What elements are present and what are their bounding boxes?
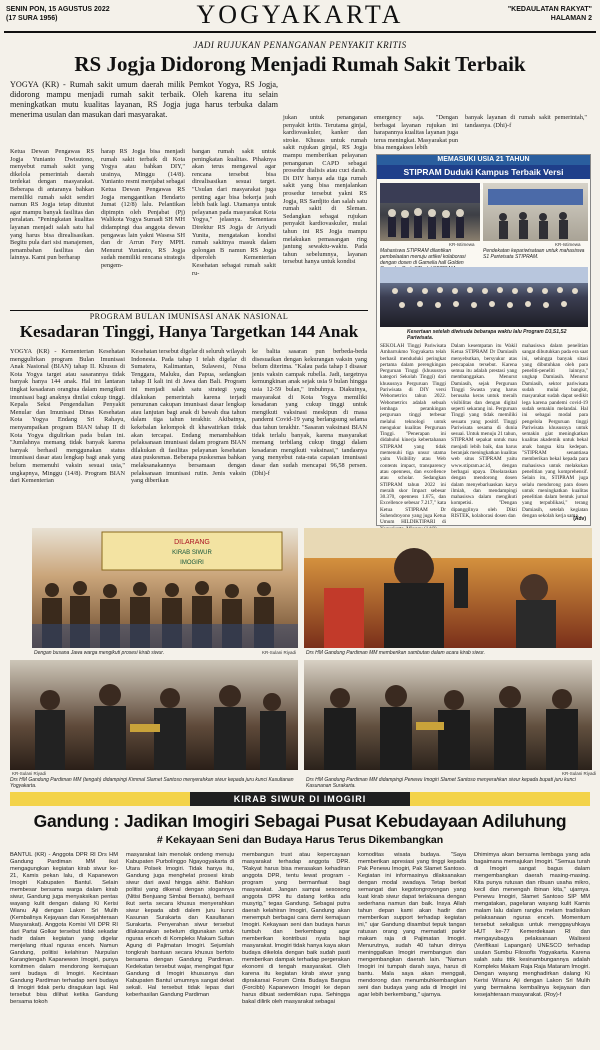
article1-column-5 — [374, 114, 458, 152]
article3-col5-text: Dhimimya akan bersama lembaga yang ada bagaimana memajukan Imogiri. "Semua turah di Imogiri sangat bagus dalam mengembangkan daerah masing-masing. Kita punya rutusan dan ribuan usaha mikro, kecil dan menengah ibinan kita," ujarnya. Penewu Imogiri, Slamet Santoso SIP MM mengatakan, pagelaran wayang kulit Kamis malam lalu dalam rangka melarn tradisikan pelaksanaan nguras enceh. Momentum tersebut sekaligus untuk menggayuhkaya HUT ke-77 Kemerdekaan RI dan mengayubagya pelaksanaan Walisesi (Verifikasi Lapangan) UNESCO terhadap usulan Sumbu Filosofis Yogyakarta. Karena salah satu titik kesinambungannya adalah Kompleks Makam Raja Raja Mataram Imogiri. Dengan wayang menghadirkan dalang Ki Kerisi Wiranu Aji dengan Lakon Sri Mulih yang bermakna kembalinya kejayaan dan kesejahteraan masyarakat. (Roy)-f — [474, 852, 590, 998]
photo1-credit: KR-Sulani Riyadi — [262, 650, 297, 655]
article1-lead: YOGYA (KR) - Rumah sakit umum daerah milik Pemkot Yogya, RS Jogja, didorong mampu menjadi rumah sakit terbaik. Oleh karena itu selain meningkatkan mutu kualitas layanan, RS Jogja juga harus terbuka dalam menerima usulan dan masukan dari masyarakat. — [10, 80, 278, 119]
stipram-group-photo — [380, 267, 588, 327]
svg-text:KIRAB SIWUR: KIRAB SIWUR — [172, 550, 212, 556]
stipram-caption-3: Kesertaan setelah diwisuda bebarapa waktu lalu Program D3,S1,S2 Pariwisata. — [407, 329, 567, 341]
advertorial-tag: (Adv) — [573, 516, 586, 522]
masthead-date-line2: (17 SURA 1956) — [6, 15, 58, 22]
article3-subhead: # Kekayaan Seni dan Budaya Harus Terus Dikembangkan — [156, 834, 444, 846]
stipram-col3-text: mahasiswa dalam penelitian sangat dibutuhkan pada era saat ini, sehingga banyak sitasi yang dibutuhkan oleh para peneliti-peneliti lainnya," ungkap Damiasih. Menurut Damiasih, sektor pariwisata sudah mulai bangkit, masyarakat sudah dapat sedikit lega karena pandemi covid-19 sudah semakin melandai. Hal ini sebagai modal para pengelola Perguruan tinggi Pariwisata khususnya untuk semakin giat meningkatkan kualitas akademik untuk bekal anak bangsa kita kedepan. "STIPRAM senantiasa memberikan bekal kepada para mahasiswa untuk melakukan penelitian yang komprehensif. Selain itu, STIPRAM juga selalu mendorong para dosen untuk meningkatkan kualitas penelitian dalam bentuk jurnal yang terpublikasi," terang Damiasih, setelah kegiatan dengan sekolah kerja sama. — [522, 343, 588, 520]
article3-column-2 — [126, 852, 234, 1046]
siwur-handover-image — [10, 660, 298, 770]
article2-kicker: PROGRAM BULAN IMUNISASI ANAK NASIONAL — [89, 312, 289, 321]
article1-column-2 — [101, 148, 185, 302]
article2-headline: Kesadaran Tinggi, Hanya Targetkan 144 Anak — [19, 322, 359, 341]
masthead-date — [6, 5, 110, 23]
photo2-caption: Drs HM Gandung Pardiman MM memberikan sambutan dalam acara kirab siwur. — [306, 650, 486, 656]
gandung-speech-photo — [304, 528, 592, 648]
article3-col3-text: membangun trust atau kepercayaan masyarakat terhadap anggota DPR. "Rakyat harus bisa merasakan kehadiran anggota DPR, tentu lewat program - program yang bermanfaat bagi masyarakat. Jangan sampai sesosong anggota DPR itu datang ketika ada musyrig," tegas Gandung. Sebagai putra daerah kelahiran Imogiri, Gandung akan menempuh berbagai cara demi kemajuan Imogiri. Kekayaan seni dan budaya harus tumbuh dan berkembang agar memberikan kontribusi nyata bagi masyarakat. Imogiri tidak hanya kaya akan budaya dikelola dengan baik sudah pasti memberikan dampak terhadap pergerakan ekonomi di tengah masyarakat. Oleh karena itu kegiatan kirab siwur yang diprakarsai Forum Cinta Budaya Bangsa (Forcibb) Kapanewon Imogiri ke depan harus dibuat sedemikian rupa. Sehingga bakal dilirik oleh masyarakat sebagai — [242, 852, 350, 1005]
article2-col3-text: ke balita sasaran pun berbeda-beda disesuaikan dengan kekurangan vaksin yang belum diterima. "Kalau pada tahap I disasar jenis vaksin campak rubella. Jadi, targetnya kemungkinan anak sejak usia 9 bulan hingga usia 12-59 bulan," imbuhnya. Diakuinya, masyarakat di Kota Yogya memiliki kesadaran yang cukup tinggi untuk mengikuti vaksinasi meskipun di masa pandemi Covid-19 yang berlangsung selama dua tahun terakhir. "Sasaran vaksinasi BIAN tidak terlalu banyak, karena masyarakat memang terbilang cukup tinggi dalam kesadaran mengikuti vaksinasi," tandasnya yang menyebut rata-rata capaian imunisasi dasar dan sudah mencapai 96,58 persen. (Dhi)-f — [252, 348, 367, 477]
stipram-photo-2 — [483, 183, 588, 241]
photo1-caption: Dengan busana Jawa warga mengikuti prosesi kirab siwur. — [34, 650, 165, 656]
photo4-credit: KR-Sulani Riyadi — [562, 771, 597, 776]
article1-col1-text: Ketua Dewan Pengawas RS Jogja Yunianto Dwisutono, menyebut rumah sakit yang dikelola pemerintah daerah terdekat dengan masyarakat. Beberapa di antaranya bahkan memiliki rumah sakit sendiri namun RS Jogja tetap dituntut agar mampu banyak fasilitas dan peralatan. "Peningkatan kualitas layanan menjadi salah satu hal yang harus bisa direalisasikan. Begitu pula dari sisi manajemen, penambahan fasilitas dan lainnya. Kami pun berharap — [10, 148, 94, 262]
article2-col2-text: Kesehatan tersebut digelar di seluruh wilayah Indonesia. Pada tahap I telah digelar di Sumatera, Kalimantan, Sulawesi, Nusa Tenggara, Maluku, dan Papua, sedangkan tahap II kali ini di Jawa dan Bali. Program ini menjadi salah satu strategi yang dilakukan pemerintah karena terjadi penurunan cakupan imunisasi dasar lengkap atau lanjutan bagi anak di bawah dua tahun dalam tiga tahun terakhir. Akibatnya, kekebalan kelompok di khawatirkan tidak akan tercapai. Endang menambahkan pelaksanaan imunisasi dalam program BIAN dilakukan di fasilitas pelayanan kesehatan atau puskesmas. Beberapa puskesmas bahkan melaksanakannya bersamaan dengan pelaksanaan imunisasi rutin. Jenis vaksin yang diberikan — [131, 348, 246, 485]
article2-column-3 — [252, 348, 367, 520]
stipram-photo-credit-2: KR-Istimewa — [555, 242, 581, 247]
article2-col1-text: YOGYA (KR) - Kementerian Kesehatan menggulirkan program Bulan Imunisasi Anak Nasional (BIAN) tahap II. Khusus di Kota Yogya target atau sasarannya tidak banyak hanya 144 anak. Hal ini lantaran tingkat kesadaran orangtua dalam mengikuti imunisasi bagi anaknya dinilai cukup tinggi. Kepala Seksi Pengendalian Penyakit Menular dan Imunisasi Dinas Kesehatan Kota Yogya Endang Sri Rahayu, menyampaikan program BIAN tahap II di Kota Yogya digulirkan pada bulan ini. "Jumlahnya memang tidak banyak karena banyak berhasil menggunakan status imunisasi dasar atau lengkap bagi anak yang belum memenuhi vaksin sesuai usia," ungkapnya, Minggu (14/8). Program BIAN dari Kementerian — [10, 348, 125, 485]
article1-column-3 — [192, 148, 276, 302]
siwur-handover-photo — [10, 660, 298, 770]
article3-column-5 — [474, 852, 590, 1046]
article3-col1-text: BANTUL (KR) - Anggota DPR RI Drs HM Gandung Pardiman MM ikut mengagungkan kegiatan kirab siwur ke-21, Kamis pekan lalu, di Kapanewon Imogiri Kabupaten Bantul. Selain membesar bersama warga dalam kirab siwur, Gandung juga menyaksikan pentas wayang kulit dengan dalang Ki Kerisi Wianu Aji dengan Lakon Sri Mulih (Kembalinya Kejayaan dan Kesejahteraan Masyarakat). Anggota Komisi VII DPR RI dari Partai Golkar tersebut tidak sekadar hadir dalam kegiatan yang digelar menjelang ritual nguras enceh. Namun Gandung, politisi kelahiran Nurpulan Karangtengah Kapanewon Imogiri, punya komitmen dalam mendorong kemajuan seni budaya di Imogiri. Kecintaan Gandung Pardiman terhadap seni budaya di Imogiri tidak perlu diragukan lagi. Hal tersebut bisa dilihat ketika Gandung bersama tokoh — [10, 852, 118, 1005]
article2-top-rule — [10, 310, 368, 311]
stipram-caption-2: Pendekatan kepariwisataan untuk mahasiswa S1 Pariwisata STIPRAM. — [483, 248, 585, 260]
kirab-procession-photo — [32, 528, 298, 648]
stipram-advertorial-box — [376, 154, 591, 526]
article3-headline: Gandung : Jadikan Imogiri Sebagai Pusat Kebudayaan Adiluhung — [33, 811, 567, 831]
page-section-title: YOGYAKARTA — [196, 0, 404, 29]
masthead-pub-name: "KEDAULATAN RAKYAT" — [507, 6, 592, 13]
article3-column-1 — [10, 852, 118, 1046]
article2-column-1 — [10, 348, 125, 520]
article1-col6-text: banyak layanan di rumah sakit pemerintah," tandasnya. (Dhi)-f — [465, 114, 587, 129]
article1-headline: RS Jogja Didorong Menjadi Rumah Sakit Terbaik — [74, 52, 526, 76]
article3-col4-text: komoditas wisata budaya. "Saya memberikan apresiasi yang tinggi kepada Pak Penewu Imogiri, Pak Slamet Santoso. Kegiatan ini informasinya dilaksanakan dengan modal swadaya. Tetap berkat semangat dan kegotongroyongan yang kuat kirab siwur dapat terlaksana dengan sederhana namun dan baik. Insya Allah tahun depan kami akan hadir dan memberikan support terhadap kegiatan ini," ujar Gandung disambut tepuk tangan ratusan orang yang memadati parkir makam raja di Pajimatan Imogiri. Menurutnya, sudah 40 tahun dirinya meninggalkan Imogiri membangun dan mengembangkan daerah lain. "Namun Imogiri ini tumpah darah saya, harus di bantu. Mala saya akan menggali, mendorong dan menumbuhkembangkan seni dan budaya yang ada di Imogiri ini agar lebih berkembang," ujarnya. — [358, 852, 466, 998]
siwur-surakarta-photo — [304, 660, 592, 770]
stipram-caption-1: Mahasiswa STIPRAM dilantikan pembelaatan menuju artikel kolaborasi dengan dosen di Gamelia hall Golden — [380, 248, 466, 266]
article1-col4-text: jukan untuk penanganan penyakit kritis. Terutama ginjal, kardiovaskuler, kanker dan stroke. Khusus untuk rumah sakit rujukan ginjal, RS Jogja mampu memberikan pelayanan penanganan CAPD sebagai prosedur dialisis atau cuci darah. Di DIY hanya ada tiga rumah sakit yang bisa menjalankan prosedur tersebut yakni RS Jogja, RS Sardjito dan salah satu rumah sakit di Sleman. Sedangkan sebagai rujukan penyakit kardiovaskuler, mulai tahun ini RS Jogja mampu melakukan pemasangan ring jantung sewaktu-waktu. Pada tahun sebelumnya, layanan tersebut hanya untuk kondisi — [283, 114, 367, 266]
article1-column-4 — [283, 114, 367, 302]
article3-column-4 — [358, 852, 466, 1046]
stipram-photo-credit: KR-Istimewa — [449, 242, 475, 247]
stipram-column-2 — [451, 343, 517, 519]
masthead-publication — [508, 5, 592, 23]
svg-text:IMOGIRI: IMOGIRI — [180, 560, 204, 566]
stipram-photo-2-image — [483, 183, 588, 241]
article1-col5-text: emergency saja. "Dengan berbagai layanan rujukan ini harapannya kualitas layanan juga terus meningkat. Masyarakat pun bisa mengakses lebih — [374, 114, 458, 152]
stipram-photo-1-image — [380, 183, 480, 241]
article1-column-6 — [465, 114, 587, 152]
siwur-surakarta-image — [304, 660, 592, 770]
stipram-group-photo-image — [380, 267, 588, 327]
article3-column-3 — [242, 852, 350, 1046]
masthead-page-number: HALAMAN 2 — [550, 15, 592, 22]
stipram-column-1 — [380, 343, 446, 526]
stipram-col1-text: SEKOLAH Tinggi Pariwisata Ambarrukmo Yogyakarta telah berhasil menduduki peringkat pertama dalam perengkingan Perguruan Tinggi (khususnya kategori Sekolah Tinggi) dari khususnya Perguruan Tinggi Pariwisata di DIY versi Webometrics tahun 2022. Webometrics adalah sebuah lembaga perankingan perguruan tinggi terbesar melalui teknologi untuk mengukur kualitas Perguruan Tinggi. "Penerapan ini didahului kinerja kebertahanan STIPRAM yang tidak memenuhi tiga unsur utama yaitu Visibility atau Web contents impact, transparency atau openness, dan excellence atau scholar. Sedangkan STIPRAM tahun 2022 ini meraih skor Impact sebesar 30.370, openness 1.675, dan Excellence sebesar 7.217," kata Ketua STIPRAM Dr Suhendroyono yang juga Ketua Umum HILDIKTIPARI di — [380, 343, 446, 526]
photo3-credit: KR-Sulani Riyadi — [12, 771, 47, 776]
article3-col2-text: masyarakat lain menolak ondeng menuju Kabupaten Purbolinggo Ngayogyakarta di Utara Polsek Imogiri. Tidak hanya itu, Gandung juga menghelat prosesi kirab siwur dari awal hingga akhir. Bahkan politisi yang dikenal dengan slogannya (Nitisi Benjuang Simbai Bersatu), berhasil ikut serta secara khusus menyerahkan siwur kepada abdi dalem juru kunci Kasunan Surakarta dan Kasultanan Surakarta. Penyerahan siwur tersebut dilaksanakan sebelum digunakan untuk nguras enceh di Kompleks Makam Sultan Agung di Pajimatan Imogiri. Sejumlah tongkrah bantuan secara khusus berfoto bersama dengan Gandung Pardiman. Kedekatan tersebut wajar, mengingat figur Gandung di Imogiri khususnya dan Kabupaten Bantul umumnya sangat dekat sekali. Hal tersebut tidak lepas dari keberhasilan Gandung Pardiman — [126, 852, 234, 998]
photo3-caption: Drs HM Gandung Pardiman MM (tengah) didampingi Kimmal Slamet Santoso menyerahkan siwur kepada juru kunci Kasultanan Yogyakarta. — [10, 777, 294, 789]
article1-col2-text: harap RS Jogja bisa menjadi rumah sakit terbaik di Kota Yogya atau bahkan DIY," urainya, Minggu (14/8). Yunianto resmi menjabat sebagai Ketua Dewan Pengawas RS Jogja menggantikan Hendarto Jumat (12/8) lalu. Pelantikan dipimpin oleh Penjabat (Pj) Walikota Yogya Sumadi SH MH didampingi dua anggota dewan pengawas lain yakni Wasesa SH dan dr Arrun Fery MPH. Menurut Yunianto, RS Jogja sudah memiliki rencana strategis pengem- — [101, 148, 185, 269]
kirab-procession-image — [32, 528, 298, 648]
stipram-col2-text: Dalam kesempatan itu Wakil Ketua STIPRAM Dr Damiasih menyebutkan, bersyukur atas pencapaian tersebut. Karena semua itu adalah prestasi yang membanggakan. Menurut Damiasih, sejak Perguruan Tinggi Swasta yang harus berusaha keras untuk meraih visibilitas dan dengan digital seperti sekarang ini. Perguruan Tinggi yang tidak memiliki sesuatu yang positif. Tinggi Pariwisata sesama di dunia sesuai. Untuk menuju 21 tahun, STIPRAM sepakat untuk mau menjadi lebih baik, dan harus beranjak meningkatkan kualitas web situs STIPRAM yaitu www.stipram.ac.id, dengan berbagai upaya. Diselaraskan dengan mendorong dosen dalam menyebarluaskan karya ilmiah, dan mendampingi mahasiswa dalam mengikuti kompetisi. "Dengan dipanggilnya oleh Dikti RISTEK, kolaborasi dosen dan — [451, 343, 517, 520]
masthead-rule — [4, 31, 596, 33]
photo4-caption: Drs HM Gandung Pardiman MM didampingi Penewu Imogiri Slamet Santoso menyerahkan siwur kepada bupati juru kunci Kasunanan Surakarta. — [306, 777, 576, 789]
stipram-kicker: MEMASUKI USIA 21 TAHUN — [377, 155, 590, 165]
article3-kicker: KIRAB SIWUR DI IMOGIRI — [190, 792, 410, 806]
masthead-date-line1: SENIN PON, 15 AGUSTUS 2022 — [6, 6, 110, 13]
article2-column-2 — [131, 348, 246, 520]
stipram-headline: STIPRAM Duduki Kampus Terbaik Versi — [377, 165, 590, 179]
article1-col3-text: bangan rumah sakit untuk peningkatan kualitas. Pihaknya akan terus mengawal agar rencana tersebut bisa direalisasikan sesuai target. "Usulan dari masyarakat juga penting agar bisa bekerja jauh lebih baik lagi. Utamanya untuk pelayanan pada masyarakat Kota Yogya," jelasnya. Sementara Direktur RS Jogja dr Ariyudi Yunita, mengatakan kondisi rumah sakitnya masuk dalam golongan B namun RS Jogja diperoleh Kementerian Kesehatan sebagai rumah sakit ru- — [192, 148, 276, 277]
gandung-speech-image — [304, 528, 592, 648]
stipram-photo-1 — [380, 183, 480, 241]
article1-column-1 — [10, 148, 94, 302]
svg-text:DILARANG: DILARANG — [174, 539, 210, 546]
article1-kicker: JADI RUJUKAN PENANGANAN PENYAKIT KRITIS — [193, 40, 407, 50]
